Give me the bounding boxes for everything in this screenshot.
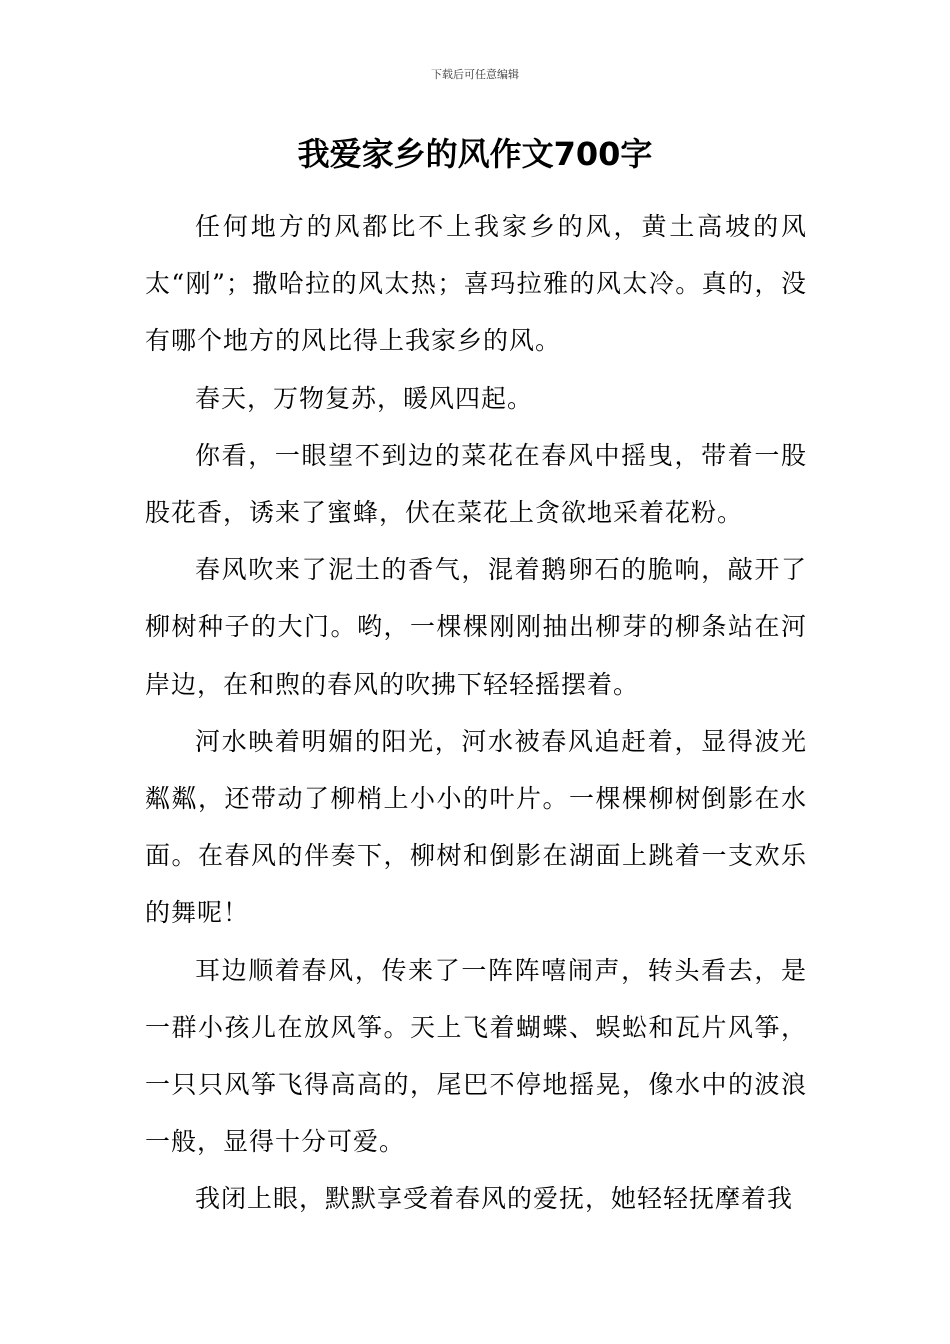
paragraph: 河水映着明媚的阳光，河水被春风追赶着，显得波光粼粼，还带动了柳梢上小小的叶片。一棵棵柳树倒影在水面。在春风的伴奏下，柳树和倒影在湖面上跳着一支欢乐的舞呢！	[145, 726, 807, 928]
paragraph: 耳边顺着春风，传来了一阵阵嘻闹声，转头看去，是一群小孩儿在放风筝。天上飞着蝴蝶、蜈蚣和瓦片风筝，一只只风筝飞得高高的，尾巴不停地摇晃，像水中的波浪一般，显得十分可爱。	[145, 955, 807, 1157]
paragraph: 我闭上眼，默默享受着春风的爱抚，她轻轻抚摩着我	[195, 1184, 794, 1214]
paragraph: 你看，一眼望不到边的菜花在春风中摇曳，带着一股股花香，诱来了蜜蜂，伏在菜花上贪欲地采着花粉。	[145, 440, 807, 528]
header-note: 下载后可任意编辑	[431, 68, 519, 81]
document-body	[145, 198, 807, 1228]
paragraph: 春天，万物复苏，暖风四起。	[195, 383, 534, 413]
paragraph: 春风吹来了泥土的香气，混着鹅卵石的脆响，敲开了柳树种子的大门。哟，一棵棵刚刚抽出柳芽的柳条站在河岸边，在和煦的春风的吹拂下轻轻摇摆着。	[145, 555, 807, 699]
document-title: 我爱家乡的风作文700字	[297, 135, 653, 173]
paragraph: 任何地方的风都比不上我家乡的风，黄土高坡的风太“刚”；撒哈拉的风太热；喜玛拉雅的风太冷。真的，没有哪个地方的风比得上我家乡的风。	[145, 212, 807, 356]
